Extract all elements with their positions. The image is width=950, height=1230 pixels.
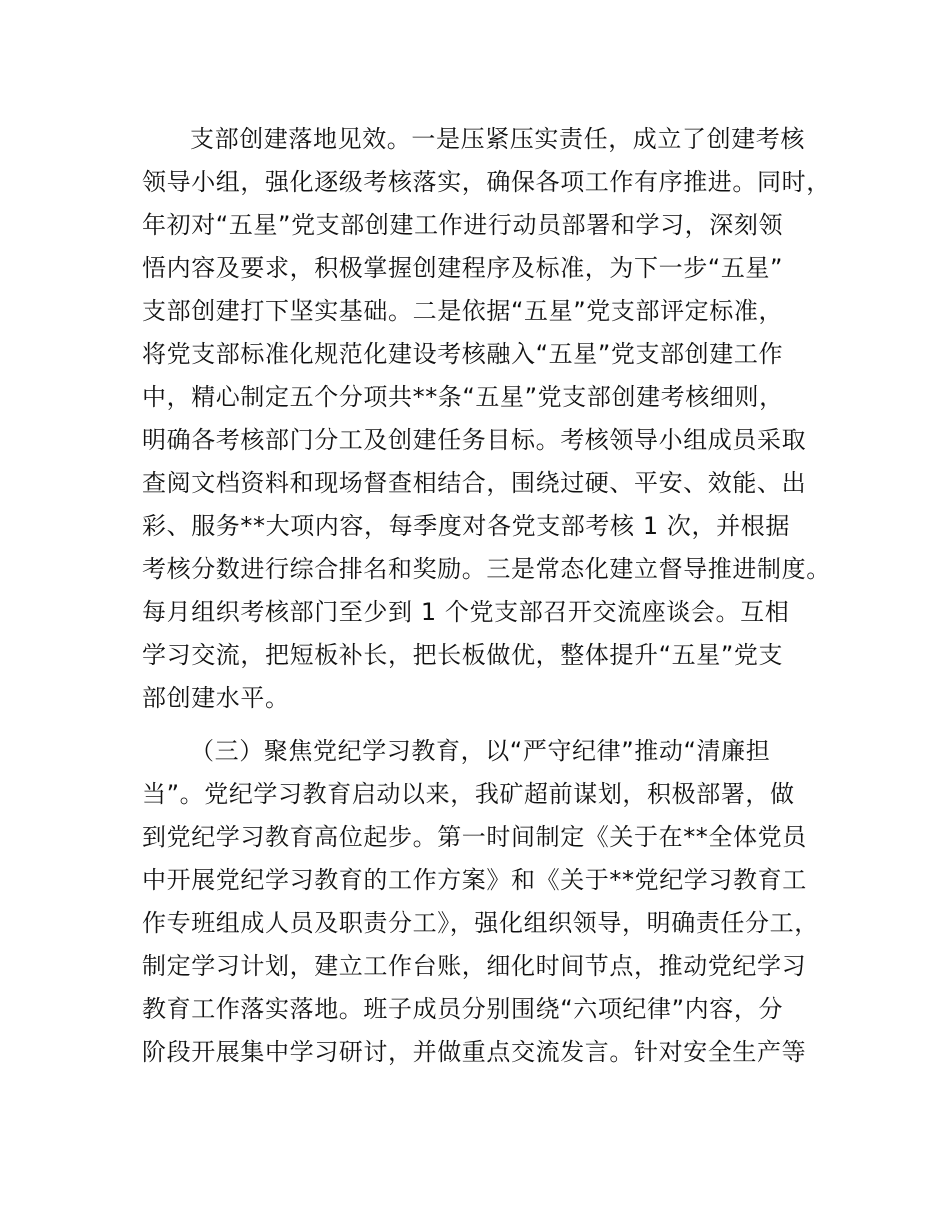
text-line: 支部创建打下坚实基础。二是依据“五星”党支部评定标准，: [142, 297, 784, 325]
text-line: 作专班组成人员及职责分工》，强化组织领导，明确责任分工，: [142, 909, 819, 937]
text-line: 领导小组，强化逐级考核落实，确保各项工作有序推进。同时，: [142, 168, 831, 196]
text-line: 彩、服务**大项内容，每季度对各党支部考核 1 次，并根据: [142, 512, 790, 540]
text-line: 当”。党纪学习教育启动以来，我矿超前谋划，积极部署，做: [142, 780, 795, 808]
text-line: 阶段开展集中学习研讨，并做重点交流发言。针对安全生产等: [142, 1038, 807, 1066]
text-line: 教育工作落实落地。班子成员分别围绕“六项纪律”内容，分: [142, 995, 784, 1023]
text-line: 将党支部标准化规范化建设考核融入“五星”党支部创建工作: [142, 340, 784, 368]
text-line: 查阅文档资料和现场督查相结合，围绕过硬、平安、效能、出: [142, 469, 807, 497]
text-line: 中开展党纪学习教育的工作方案》和《关于**党纪学习教育工: [142, 866, 807, 894]
text-line: 支部创建落地见效。一是压紧压实责任，成立了创建考核: [190, 125, 805, 153]
text-line: 部创建水平。: [142, 684, 290, 712]
text-line: 考核分数进行综合排名和奖励。三是常态化建立督导推进制度。: [142, 555, 831, 583]
text-line: 年初对“五星”党支部创建工作进行动员部署和学习，深刻领: [142, 211, 784, 239]
text-line: （三）聚焦党纪学习教育，以“严守纪律”推动“清廉担: [190, 737, 771, 765]
text-line: 学习交流，把短板补长，把长板做优，整体提升“五星”党支: [142, 641, 784, 669]
text-line: 每月组织考核部门至少到 1 个党支部召开交流座谈会。互相: [142, 598, 790, 626]
paragraph-discipline-education: [142, 730, 842, 1074]
text-line: 明确各考核部门分工及创建任务目标。考核领导小组成员采取: [142, 426, 807, 454]
text-line: 中，精心制定五个分项共**条“五星”党支部创建考核细则，: [142, 383, 784, 411]
text-line: 到党纪学习教育高位起步。第一时间制定《关于在**全体党员: [142, 823, 807, 851]
text-line: 悟内容及要求，积极掌握创建程序及标准，为下一步“五星”: [142, 254, 784, 282]
paragraph-branch-creation: [142, 118, 842, 720]
text-line: 制定学习计划，建立工作台账，细化时间节点，推动党纪学习: [142, 952, 807, 980]
